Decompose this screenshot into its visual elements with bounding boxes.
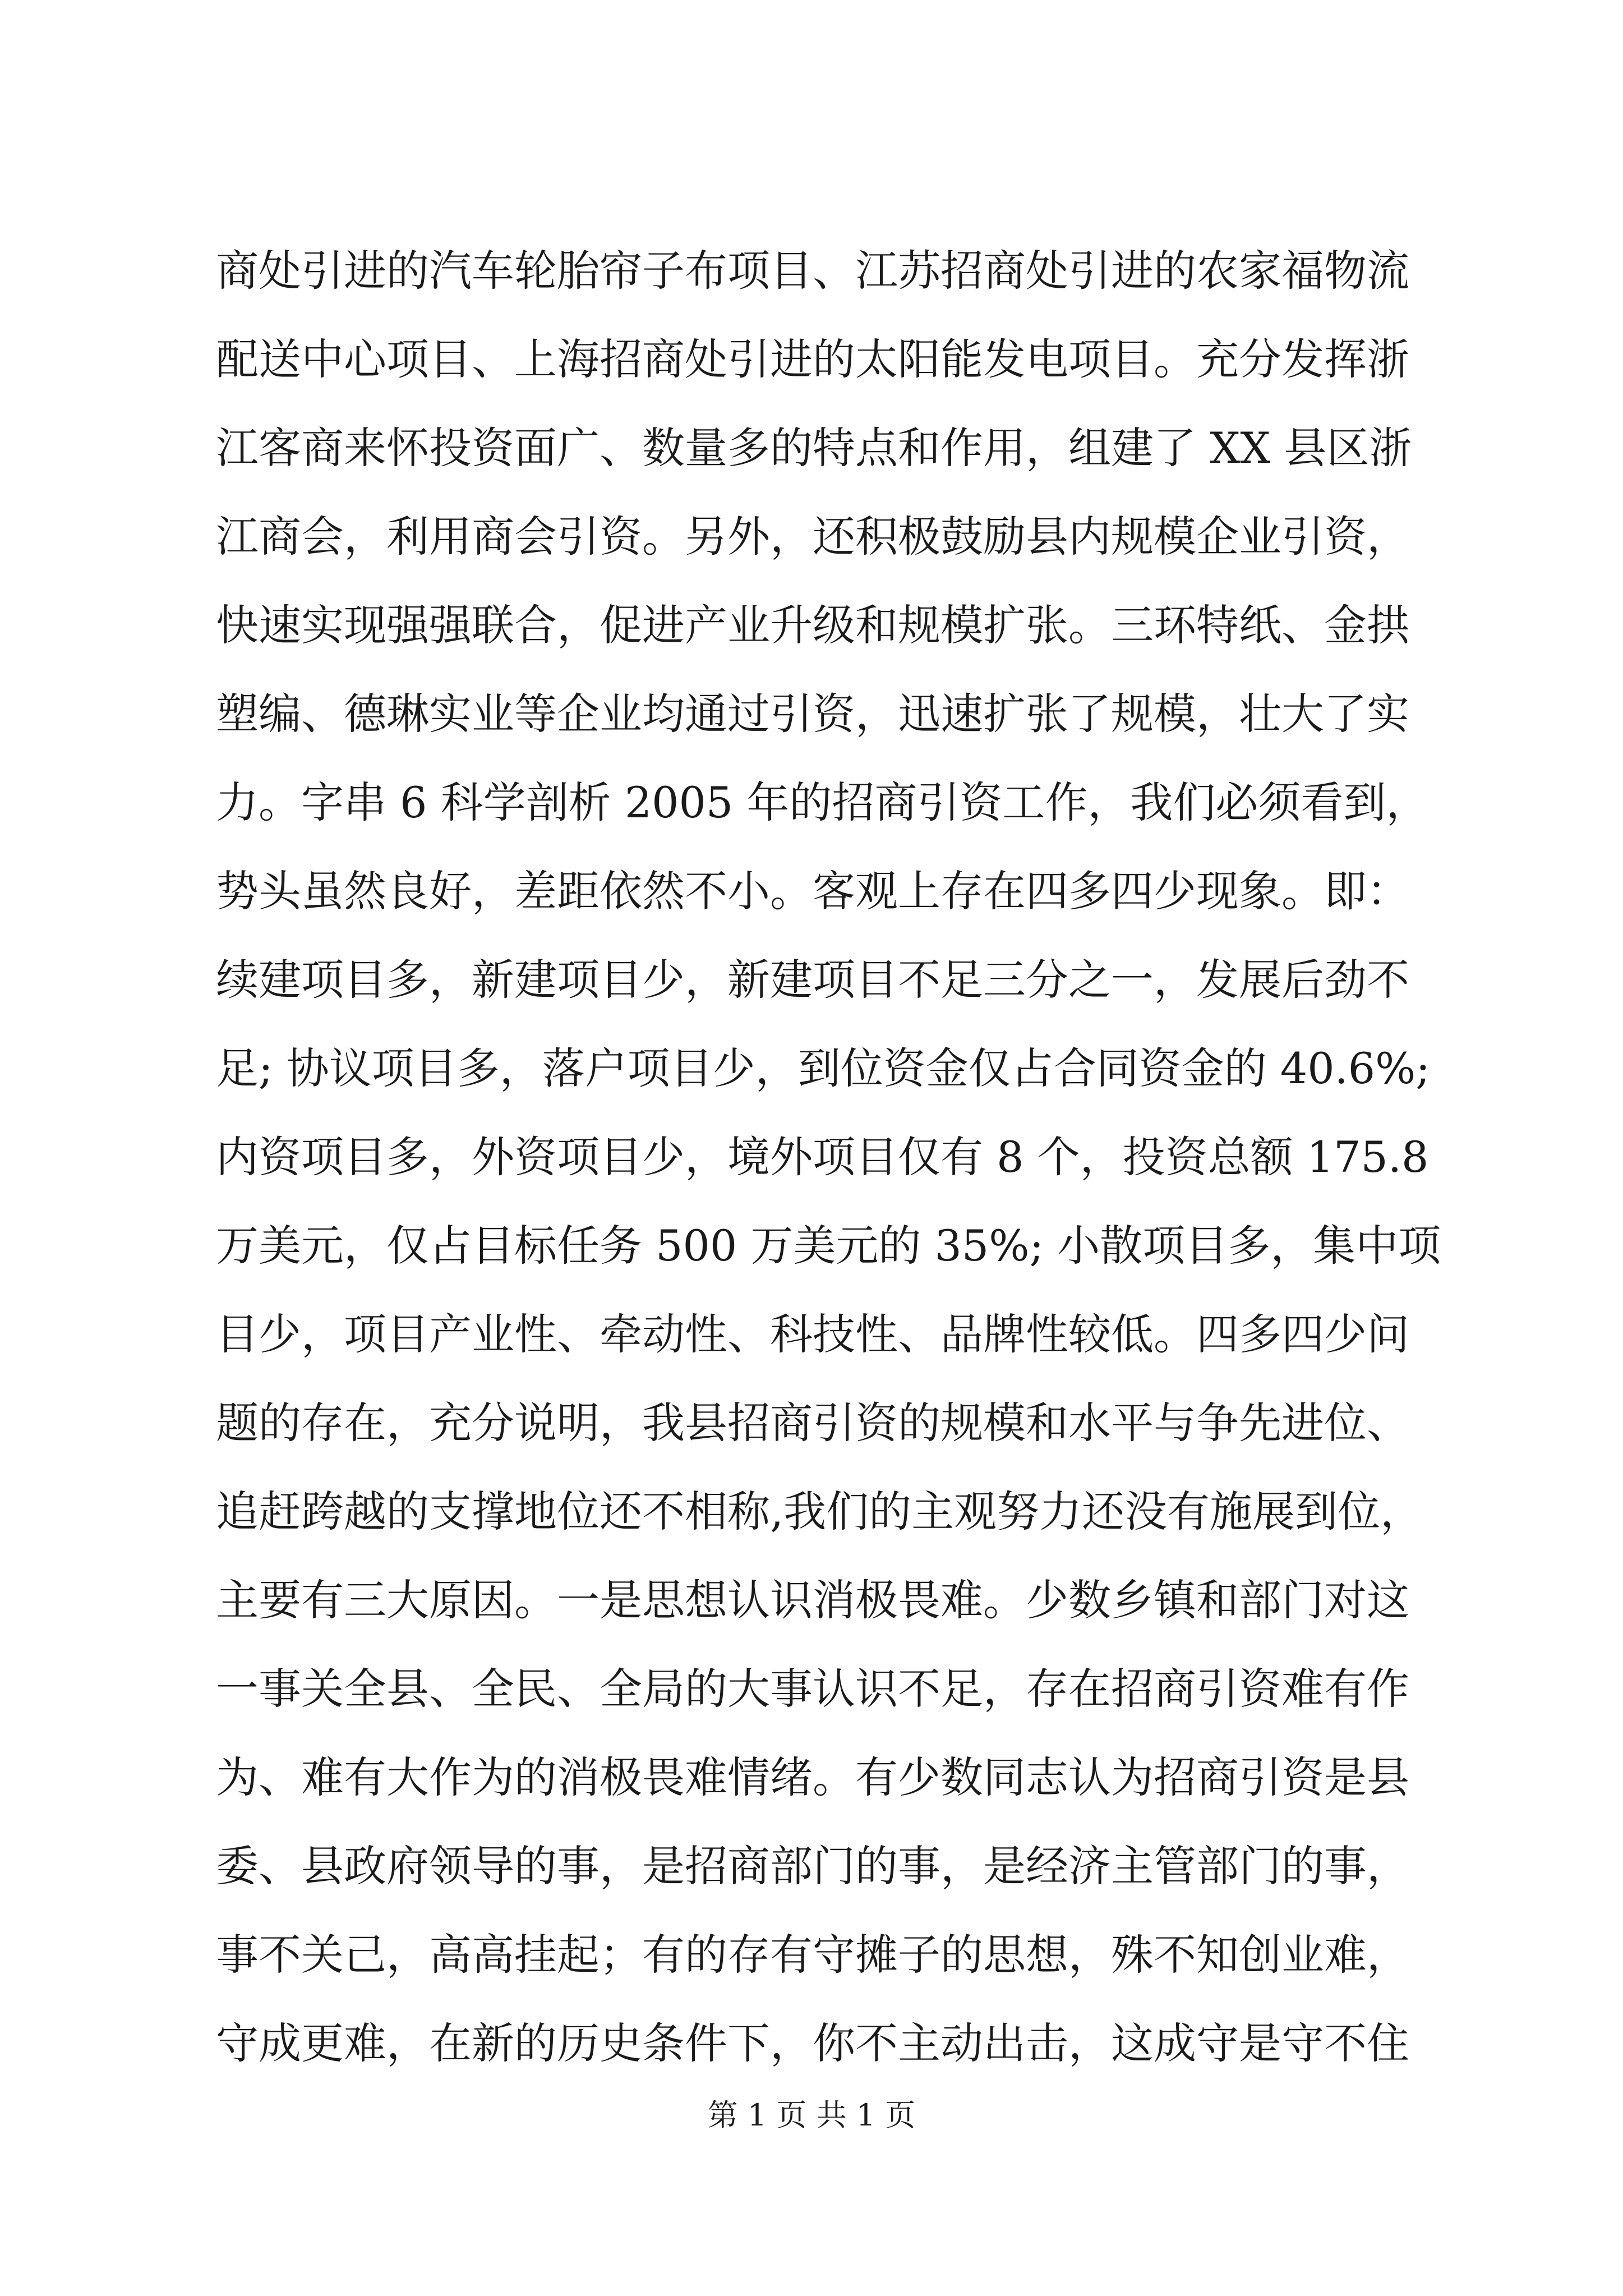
text-line: 万美元，仅占目标任务 500 万美元的 35%; 小散项目多，集中项 [216, 1221, 1441, 1271]
text-line: 一事关全县、全民、全局的大事认识不足，存在招商引资难有作 [216, 1664, 1409, 1714]
text-line: 势头虽然良好，差距依然不小。客观上存在四多四少现象。即： [216, 866, 1409, 916]
text-line: 配送中心项目、上海招商处引进的太阳能发电项目。充分发挥浙 [216, 334, 1409, 384]
text-line: 主要有三大原因。一是思想认识消极畏难。少数乡镇和部门对这 [216, 1575, 1409, 1625]
text-line: 为、难有大作为的消极畏难情绪。有少数同志认为招商引资是县 [216, 1752, 1409, 1802]
text-line: 力。字串 6 科学剖析 2005 年的招商引资工作，我们必须看到， [216, 777, 1429, 827]
text-line: 商处引进的汽车轮胎帘子布项目、江苏招商处引进的农家福物流 [216, 246, 1409, 296]
text-line: 续建项目多，新建项目少，新建项目不足三分之一，发展后劲不 [216, 955, 1409, 1005]
text-line: 足; 协议项目多，落户项目少，到位资金仅占合同资金的 40.6%; [216, 1043, 1430, 1093]
text-line: 事不关己，高高挂起；有的存有守摊子的思想，殊不知创业难， [216, 1930, 1409, 1980]
text-line: 守成更难，在新的历史条件下，你不主动出击，这成守是守不住 [216, 2018, 1409, 2068]
page-footer [0, 2091, 1623, 2134]
text-line: 追赶跨越的支撑地位还不相称,我们的主观努力还没有施展到位， [216, 1487, 1423, 1536]
text-line: 目少，项目产业性、牵动性、科技性、品牌性较低。四多四少问 [216, 1309, 1409, 1359]
text-line: 塑编、德琳实业等企业均通过引资，迅速扩张了规模，壮大了实 [216, 689, 1409, 739]
text-line: 内资项目多，外资项目少，境外项目仅有 8 个，投资总额 175.8 [216, 1132, 1429, 1182]
text-line: 快速实现强强联合，促进产业升级和规模扩张。三环特纸、金拱 [216, 600, 1409, 650]
text-line: 江客商来怀投资面广、数量多的特点和作用，组建了 XX 县区浙 [216, 423, 1412, 473]
body-text [216, 227, 1441, 2088]
page-number-label: 第 1 页 共 1 页 [707, 2097, 916, 2133]
text-line: 题的存在，充分说明，我县招商引资的规模和水平与争先进位、 [216, 1398, 1409, 1448]
text-line: 江商会，利用商会引资。另外，还积极鼓励县内规模企业引资， [216, 512, 1409, 562]
text-line: 委、县政府领导的事，是招商部门的事，是经济主管部门的事， [216, 1841, 1409, 1891]
